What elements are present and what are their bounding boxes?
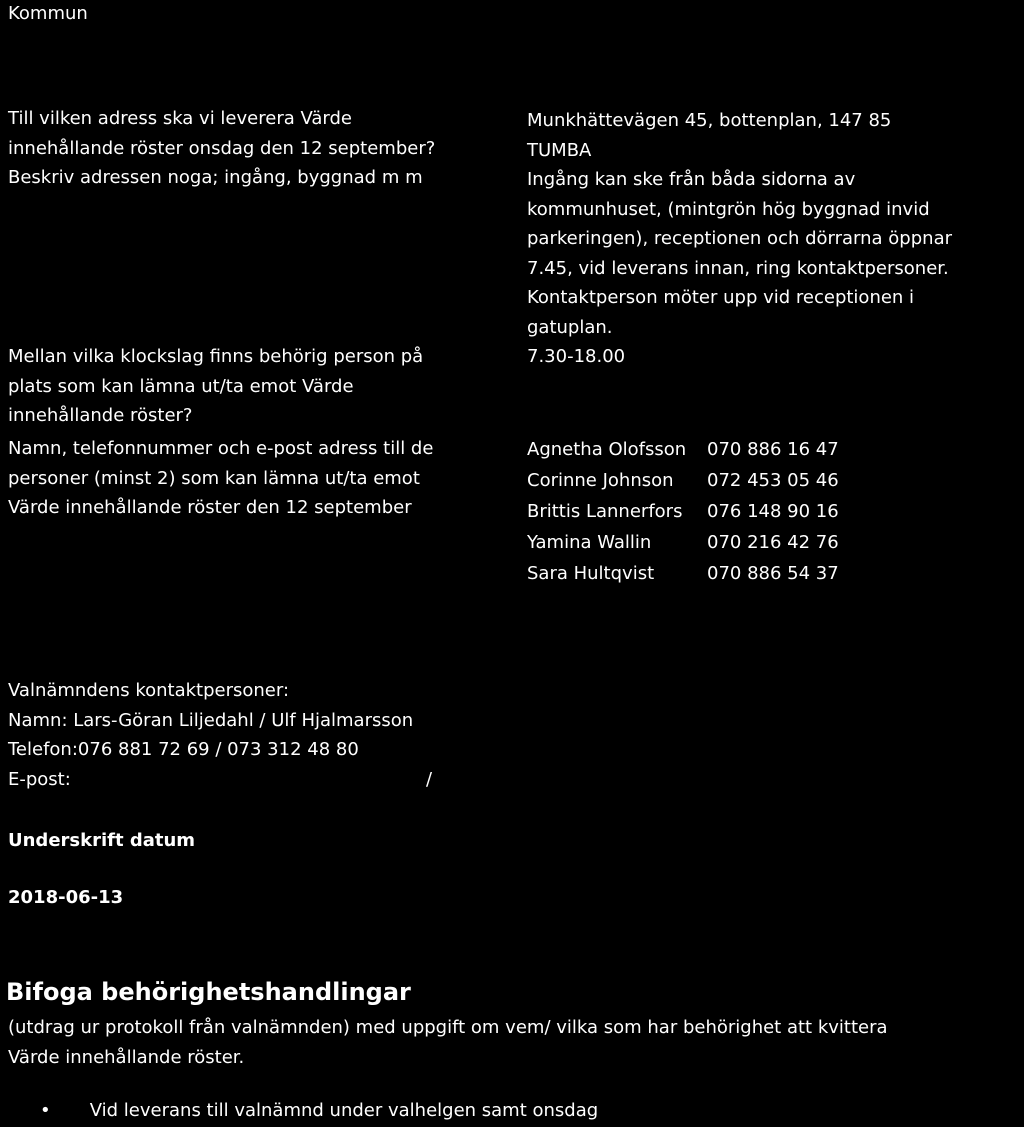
signature-date-value: 2018-06-13 [8,887,124,908]
board-contacts [8,676,433,794]
contact-name: Sara Hultqvist [527,563,655,584]
answer-delivery-address [527,106,1022,342]
question-delivery-address [8,104,508,193]
answer-line: TUMBA [527,139,592,161]
answer-line: Ingång kan ske från båda sidorna av [527,169,856,190]
contact-name: Corinne Johnson [527,470,674,491]
contacts-list [527,434,839,589]
attachments-text [8,1013,888,1072]
attachments-line: Värde innehållande röster. [8,1046,245,1068]
board-contacts-email [8,765,433,795]
contact-row [527,434,839,465]
attachments-heading: Bifoga behörighetshandlingar [6,978,411,1006]
contact-phone: 070 886 16 47 [707,439,839,460]
contact-row [527,496,839,527]
bullet-dot-icon: • [40,1100,51,1121]
page-header-title: Kommun [8,3,88,24]
answer-line: Munkhättevägen 45, bottenplan, 147 85 [527,110,892,131]
board-contacts-phones: Telefon:076 881 72 69 / 073 312 48 80 [8,739,359,760]
contact-name: Yamina Wallin [527,532,652,553]
answer-line: kommunhuset, (mintgrön hög byggnad invid [527,198,930,220]
question-line: Till vilken adress ska vi leverera Värde [8,108,352,129]
question-time-window [8,342,508,431]
question-contact-persons [8,434,508,523]
contact-phone: 070 886 54 37 [707,563,839,584]
contact-row [527,465,839,496]
contact-name: Brittis Lannerfors [527,501,683,522]
contact-row [527,527,839,558]
answer-line: gatuplan. [527,316,613,338]
contact-row [527,558,839,589]
question-line: personer (minst 2) som kan lämna ut/ta emot [8,467,420,489]
answer-line: 7.45, vid leverans innan, ring kontaktpersoner. [527,257,949,279]
bullet-text: Vid leverans till valnämnd under valhelgen samt onsdag [89,1100,599,1121]
answer-line: Kontaktperson möter upp vid receptionen i [527,287,915,308]
answer-line: 7.30-18.00 [527,346,626,367]
question-line: Mellan vilka klockslag finns behörig person på [8,346,424,367]
attachments-line: (utdrag ur protokoll från valnämnden) med uppgift om vem/ vilka som har behörighet att kvittera [8,1017,888,1038]
board-contacts-names: Namn: Lars-Göran Liljedahl / Ulf Hjalmarsson [8,709,414,731]
email-separator: / [426,768,433,790]
question-line: plats som kan lämna ut/ta emot Värde [8,375,354,397]
contact-phone: 070 216 42 76 [707,532,839,553]
contact-phone: 072 453 05 46 [707,470,839,491]
attachments-bullet-item [40,1096,598,1125]
answer-line: parkeringen), receptionen och dörrarna öppnar [527,228,952,249]
question-line: innehållande röster? [8,405,193,426]
answer-time-window [527,342,1022,372]
board-contacts-heading: Valnämndens kontaktpersoner: [8,680,290,701]
question-line: Värde innehållande röster den 12 september [8,497,412,518]
question-line: Namn, telefonnummer och e-post adress till de [8,438,434,459]
question-line: Beskriv adressen noga; ingång, byggnad m m [8,167,423,188]
contact-name: Agnetha Olofsson [527,439,687,460]
email-label: E-post: [8,768,71,790]
signature-date-label: Underskrift datum [8,830,196,851]
question-line: innehållande röster onsdag den 12 september? [8,137,436,159]
contact-phone: 076 148 90 16 [707,501,839,522]
